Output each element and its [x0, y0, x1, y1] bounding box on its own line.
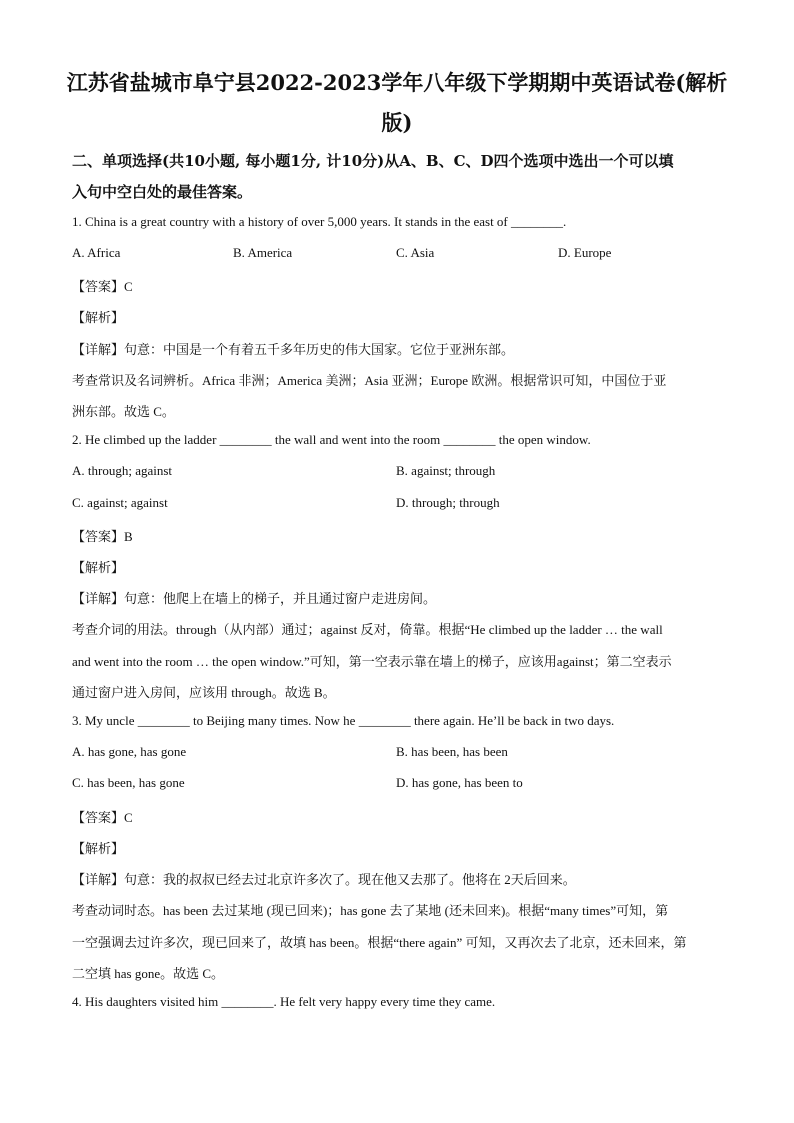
question-1-stem: 1. China is a great country with a history of over 5,000 years. It stands in the east of ________.: [72, 214, 567, 229]
question-3-detail-line3: 一空强调去过许多次，现已回来了，故填 has been。根据“there again” 可知，又再次去了北京，还未回来，第: [72, 935, 687, 950]
question-3-option-a: A. has gone, has gone: [72, 744, 187, 759]
question-1-option-a: A. Africa: [72, 245, 121, 260]
question-2-detail-line1: 【详解】句意：他爬上在墙上的梯子，并且通过窗户走进房间。: [72, 591, 437, 606]
question-3-answer: 【答案】C: [72, 810, 133, 825]
question-3-option-d: D. has gone, has been to: [396, 775, 523, 790]
question-1-option-b: B. America: [233, 245, 293, 260]
section-heading: [72, 146, 732, 208]
document-title-line2: 版): [381, 110, 413, 135]
question-1-detail-line3: 洲东部。故选 C。: [72, 404, 175, 419]
question-2-analysis-label: 【解析】: [72, 560, 125, 575]
question-3-analysis-label: 【解析】: [72, 841, 125, 856]
question-2-stem: 2. He climbed up the ladder ________ the wall and went into the room ________ the open window.: [72, 432, 591, 447]
question-1-option-d: D. Europe: [558, 245, 612, 260]
document-title-line1: 江苏省盐城市阜宁县2022-2023学年八年级下学期期中英语试卷(解析: [66, 70, 728, 95]
question-1-answer: 【答案】C: [72, 279, 133, 294]
question-3-option-c: C. has been, has gone: [72, 775, 185, 790]
question-1-option-c: C. Asia: [396, 245, 435, 260]
question-4-stem: 4. His daughters visited him ________. He felt very happy every time they came.: [72, 994, 496, 1009]
question-2-answer: 【答案】B: [72, 529, 133, 544]
question-3-detail-line1: 【详解】句意：我的叔叔已经去过北京许多次了。现在他又去那了。他将在 2天后回来。: [72, 872, 576, 887]
section-heading-line2: 入句中空白处的最佳答案。: [72, 183, 253, 201]
question-2-detail-line2: 考查介词的用法。through（从内部）通过；against 反对，倚靠。根据“He climbed up the ladder … the wall: [72, 622, 663, 637]
question-2-option-b: B. against; through: [396, 463, 496, 478]
question-1-detail-line1: 【详解】句意：中国是一个有着五千多年历史的伟大国家。它位于亚洲东部。: [72, 342, 515, 357]
question-2-option-d: D. through; through: [396, 495, 500, 510]
question-2-detail-line4: 通过窗户进入房间，应该用 through。故选 B。: [72, 685, 336, 700]
question-1-detail-line2: 考查常识及名词辨析。Africa 非洲；America 美洲；Asia 亚洲；Europe 欧洲。根据常识可知，中国位于亚: [72, 373, 667, 388]
question-2-detail-line3: and went into the room … the open window.”可知，第一空表示靠在墙上的梯子，应该用against；第二空表示: [72, 654, 672, 669]
question-3-stem: 3. My uncle ________ to Beijing many times. Now he ________ there again. He’ll be back in two days.: [72, 713, 615, 728]
question-2-option-c: C. against; against: [72, 495, 168, 510]
question-3-detail-line2: 考查动词时态。has been 去过某地 (现已回来)；has gone 去了某地 (还未回来)。根据“many times”可知，第: [72, 903, 669, 918]
question-3-detail-line4: 二空填 has gone。故选 C。: [72, 966, 225, 981]
question-1-analysis-label: 【解析】: [72, 310, 125, 325]
question-3-option-b: B. has been, has been: [396, 744, 508, 759]
section-heading-line1: 二、单项选择(共10小题, 每小题1分, 计10分)从A、B、C、D四个选项中选出一个可以填: [72, 152, 674, 170]
question-2-option-a: A. through; against: [72, 463, 173, 478]
